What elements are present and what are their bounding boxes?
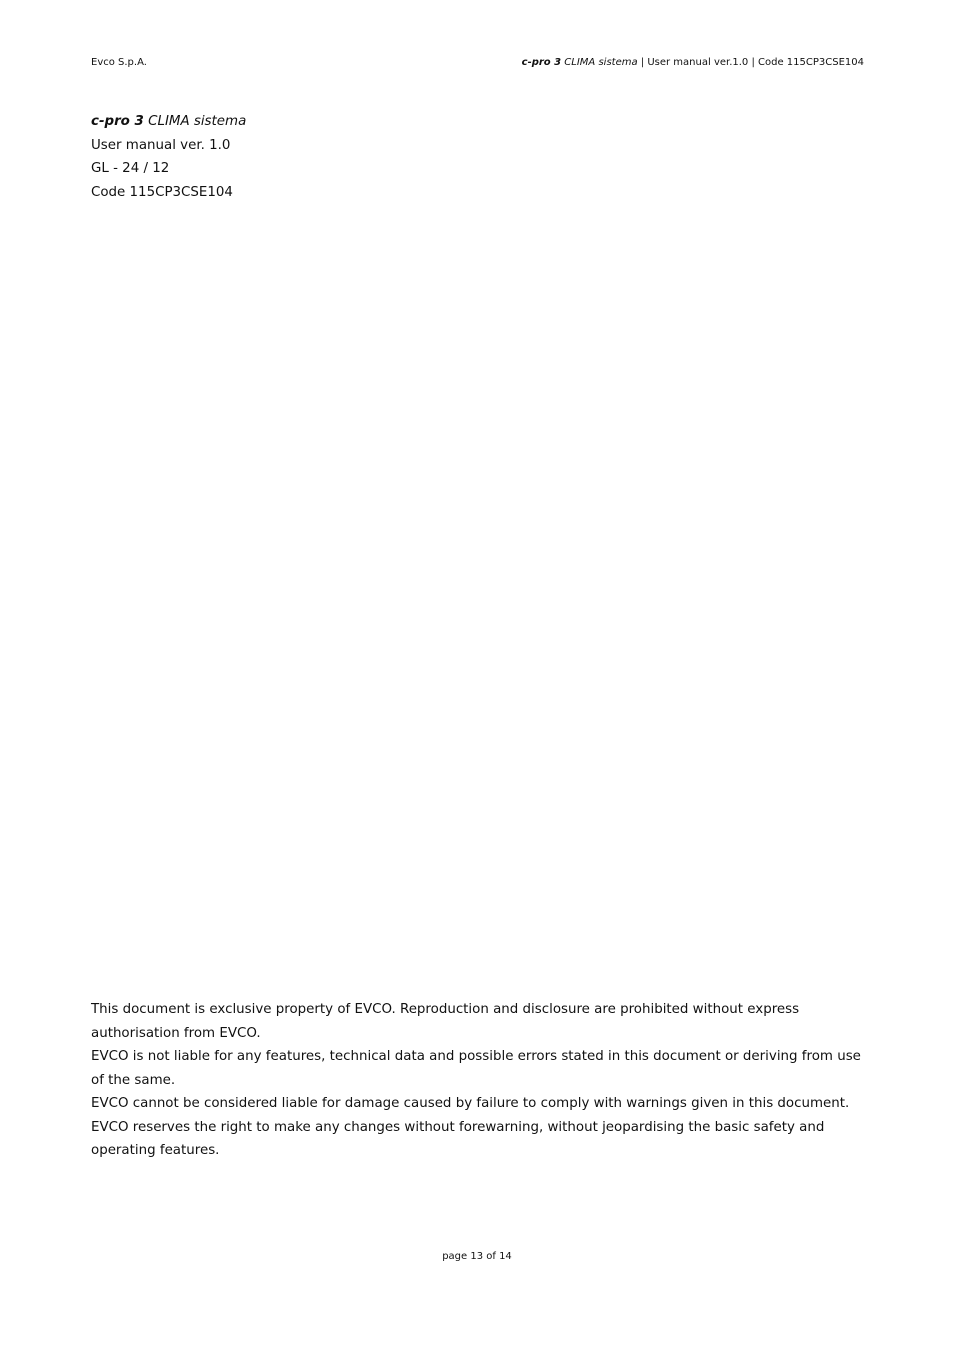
page-header	[91, 56, 864, 70]
legal-paragraph: This document is exclusive property of EVCO. Reproduction and disclosure are prohibited without express authorisation from EVCO.	[91, 1002, 800, 1041]
legal-notice	[91, 998, 871, 1163]
legal-paragraph: EVCO is not liable for any features, technical data and possible errors stated in this document or deriving from use of the same.	[91, 1049, 861, 1088]
legal-paragraph: EVCO reserves the right to make any changes without forewarning, without jeopardising the basic safety and operating features.	[91, 1119, 825, 1158]
document-code: Code 115CP3CSE104	[91, 184, 233, 200]
product-title-variant: CLIMA sistema	[143, 114, 247, 129]
header-product-variant: CLIMA sistema	[561, 57, 638, 68]
header-manual-info: | User manual ver.1.0 | Code 115CP3CSE104	[637, 57, 864, 68]
page-number: page 13 of 14	[442, 1251, 512, 1262]
product-title-name: c-pro 3	[91, 114, 144, 129]
gl-code: GL - 24 / 12	[91, 161, 170, 176]
header-document-info	[522, 56, 864, 70]
legal-paragraph: EVCO cannot be considered liable for damage caused by failure to comply with warnings given in this document.	[91, 1096, 850, 1111]
manual-version: User manual ver. 1.0	[91, 137, 231, 153]
header-company: Evco S.p.A.	[91, 57, 147, 68]
header-product-name: c-pro 3	[521, 57, 562, 68]
title-block	[91, 110, 246, 204]
product-title	[91, 110, 246, 134]
